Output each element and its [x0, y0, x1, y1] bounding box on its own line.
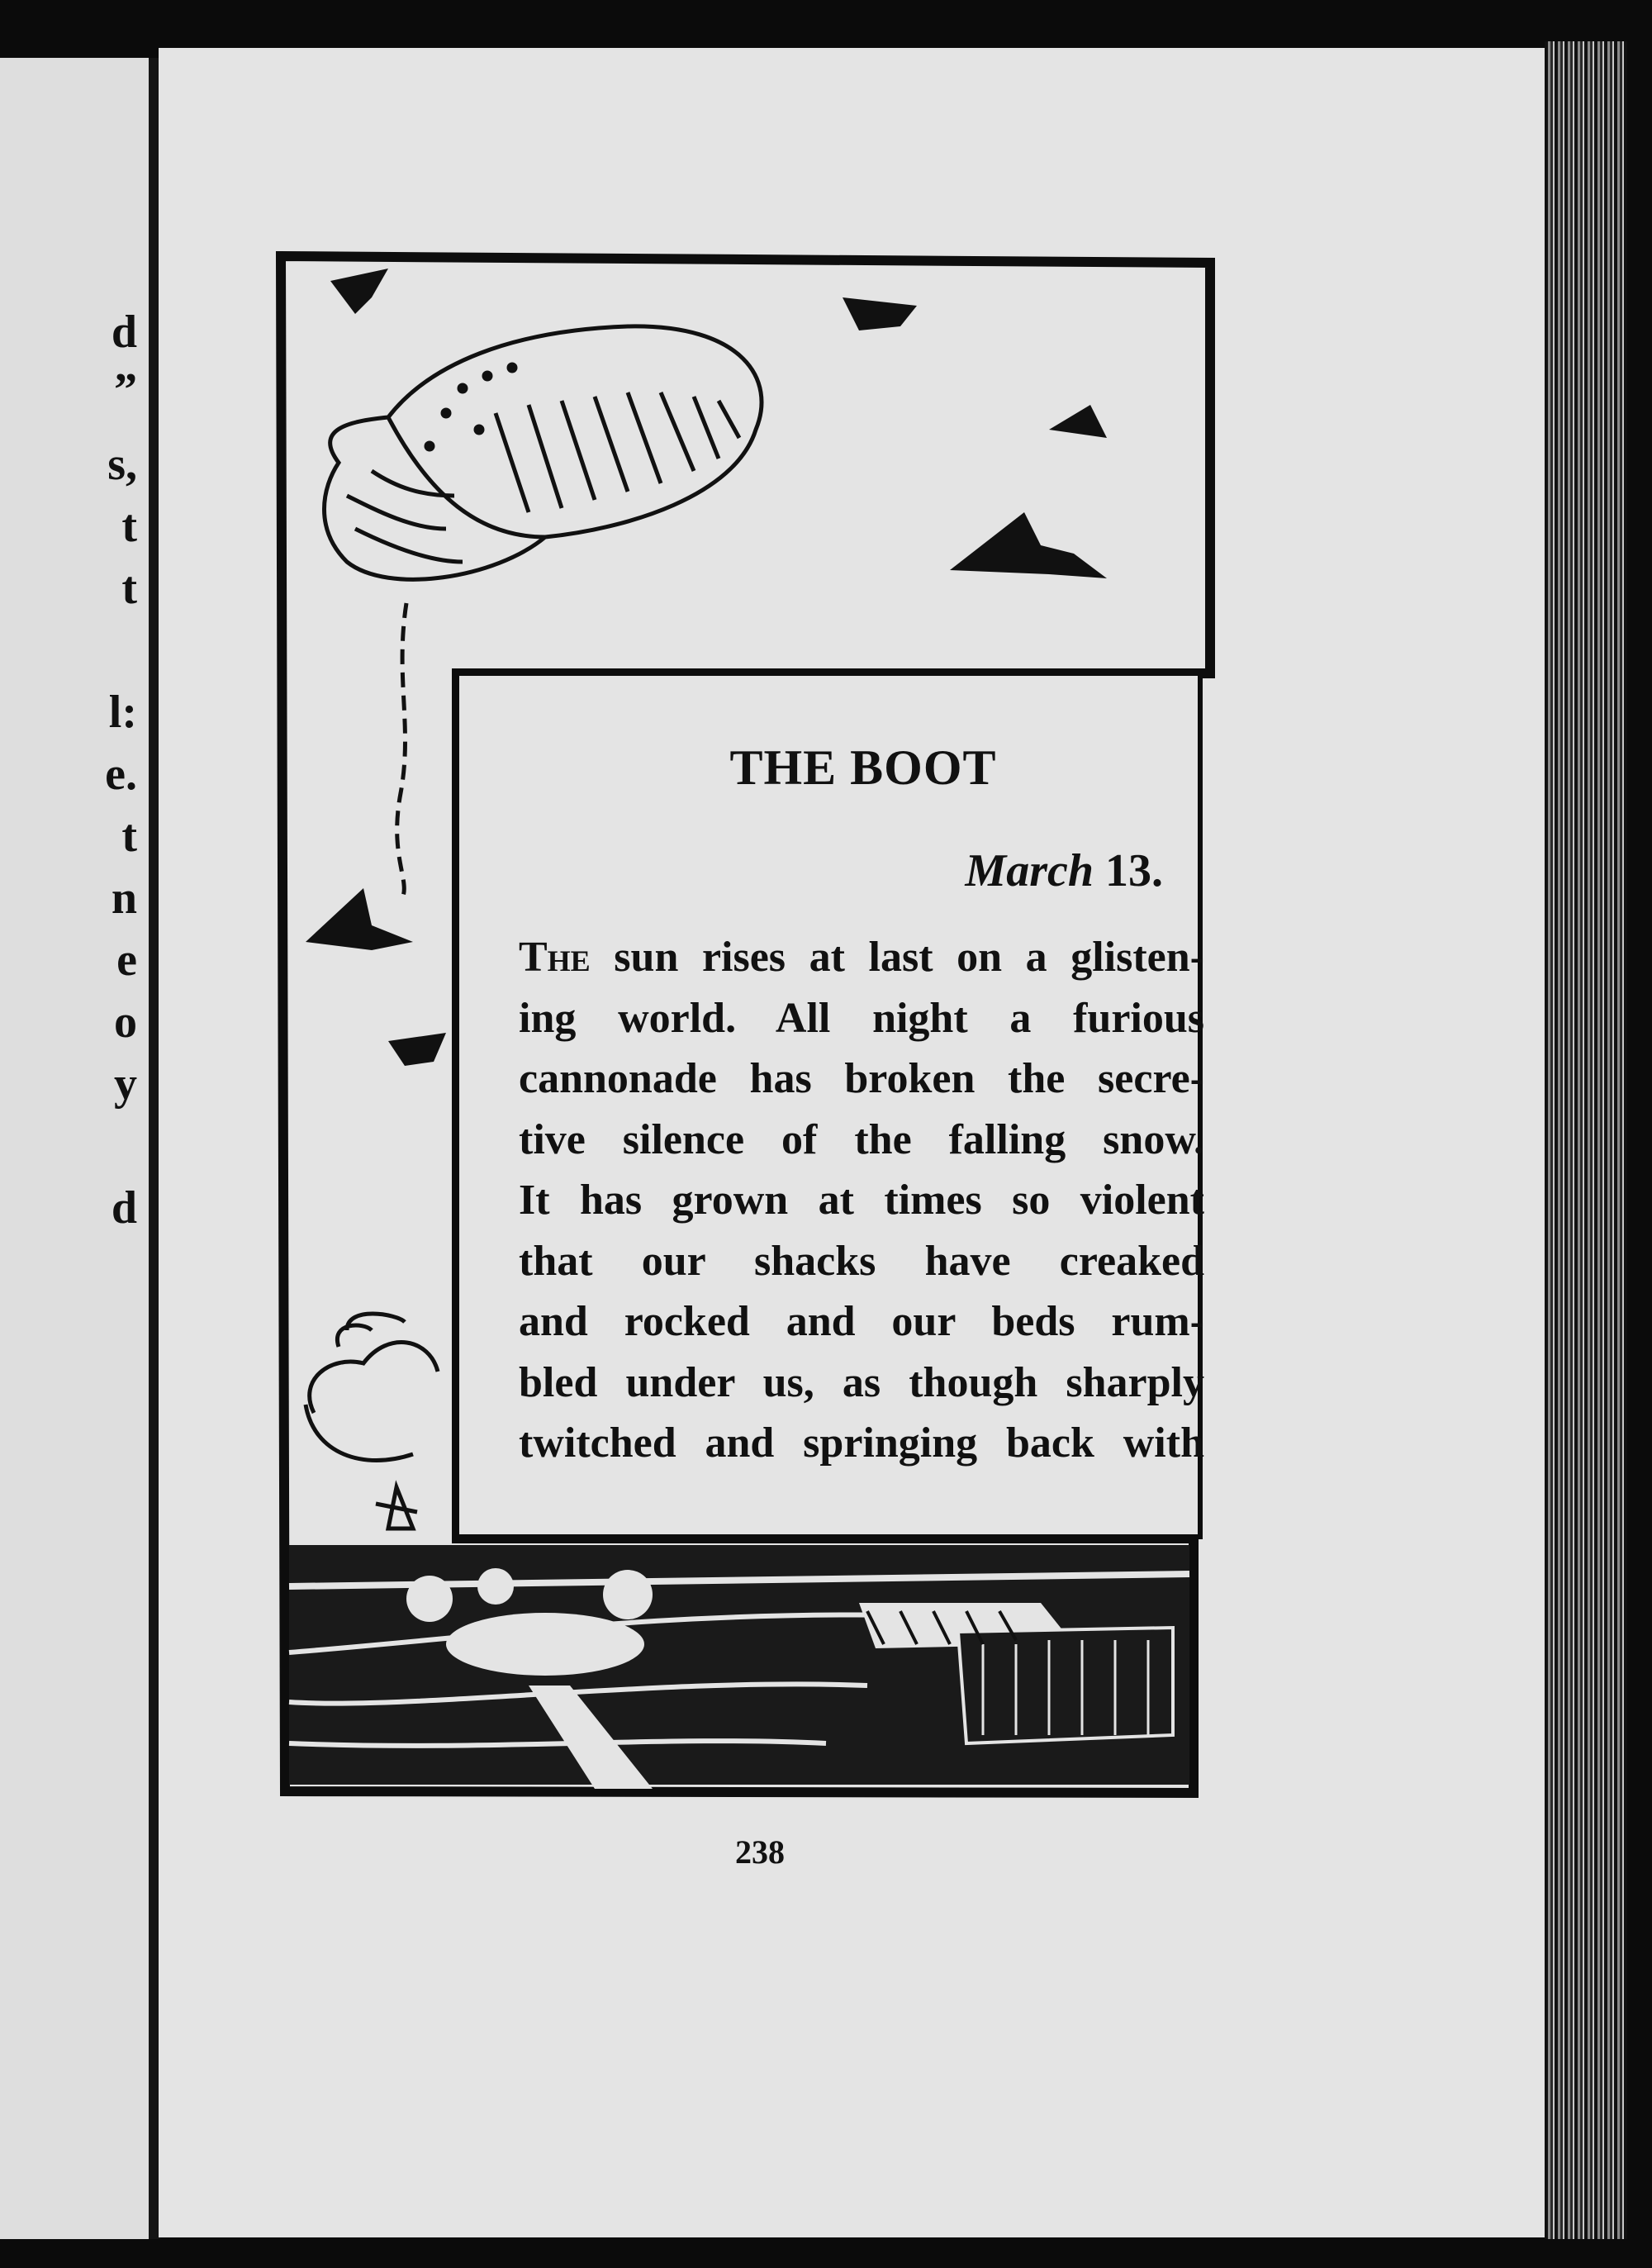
chapter-date	[965, 844, 1163, 897]
chapter-title: THE BOOT	[729, 740, 997, 795]
body-line: and rocked and our beds rum-	[519, 1298, 1204, 1345]
left-text-fragment: s,	[107, 439, 137, 490]
body-line: ing world. All night a furious	[519, 994, 1204, 1042]
body-line: It has grown at times so violent	[519, 1177, 1204, 1224]
body-line-text: sun rises at last on a glisten-	[590, 934, 1204, 981]
left-text-fragment: e	[116, 934, 137, 986]
left-text-fragment: l:	[108, 687, 137, 738]
landscape-drawing	[289, 1545, 1189, 1789]
left-text-fragment: d	[111, 1182, 137, 1234]
left-text-fragment: o	[114, 996, 137, 1048]
body-line: twitched and springing back with	[519, 1419, 1204, 1467]
body-line	[519, 927, 1204, 988]
left-text-fragment: t	[121, 811, 137, 862]
body-text	[519, 927, 1204, 1474]
clouds-trees-drawing	[306, 1314, 438, 1529]
left-text-fragment: t	[121, 563, 137, 614]
left-text-fragment: y	[114, 1058, 137, 1110]
page-number: 238	[735, 1833, 785, 1871]
body-line: cannonade has broken the secre-	[519, 1055, 1204, 1102]
date-month: March	[965, 845, 1094, 896]
body-line: tive silence of the falling snow.	[519, 1115, 1204, 1163]
left-text-fragment: e.	[105, 749, 137, 800]
left-text-fragment: d	[111, 307, 137, 358]
body-line: bled under us, as though sharply	[519, 1358, 1204, 1406]
body-line: that our shacks have creaked	[519, 1237, 1204, 1285]
left-text-fragment: n	[111, 872, 137, 924]
left-text-fragment: t	[121, 501, 137, 552]
date-day: 13.	[1105, 845, 1163, 896]
left-text-fragment: ”	[114, 364, 137, 416]
first-word: The	[519, 934, 591, 981]
